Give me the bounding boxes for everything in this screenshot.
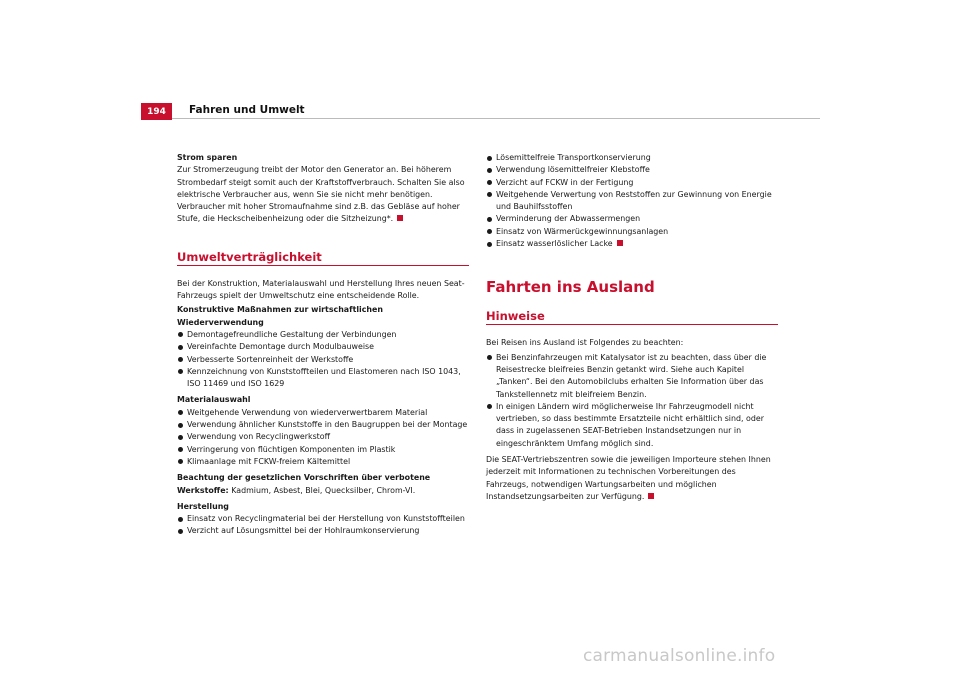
materialauswahl-heading: Materialauswahl <box>177 395 251 405</box>
list-item <box>486 238 778 250</box>
list-item: Kennzeichnung von Kunststoffteilen und Elastomeren nach ISO 1043, ISO 11469 und ISO 1629 <box>177 366 469 391</box>
left-column <box>177 152 469 538</box>
right-column <box>486 152 778 505</box>
page-number-badge: 194 <box>141 103 172 120</box>
watermark-link[interactable]: carmanualsonline.info <box>583 646 776 666</box>
konstruktiv-list <box>177 329 469 390</box>
chapter-title: Fahrten ins Ausland <box>486 278 655 297</box>
herstellung-list <box>177 513 469 538</box>
list-item: Einsatz von Wärmerückgewinnungsanlagen <box>486 226 778 238</box>
herstellung-heading: Herstellung <box>177 501 229 511</box>
vorschriften-text: Kadmium, Asbest, Blei, Quecksilber, Chrom-VI. <box>228 485 416 495</box>
list-item: Verwendung lösemittelfreier Klebstoffe <box>486 164 778 176</box>
list-item: Verminderung der Abwassermengen <box>486 213 778 225</box>
list-item: Verwendung von Recyclingwerkstoff <box>177 431 469 443</box>
list-item: Einsatz von Recyclingmaterial bei der Herstellung von Kunststoffteilen <box>177 513 469 525</box>
list-item: Demontagefreundliche Gestaltung der Verbindungen <box>177 329 469 341</box>
list-item: Verbesserte Sortenreinheit der Werkstoffe <box>177 354 469 366</box>
strom-sparen-heading: Strom sparen <box>177 153 238 162</box>
list-item-text: Einsatz wasserlöslicher Lacke <box>496 239 613 249</box>
closing-text: Die SEAT-Vertriebszentren sowie die jeweiligen Importeure stehen Ihnen jederzeit mit Informationen zu technischen Vorbereitungen des Fahrzeugs, notwendigen Wartungsarbeiten und möglichen Instandsetzungsarbeiten zur Verfügung. <box>486 455 771 501</box>
vorschriften-paragraph <box>177 472 469 497</box>
list-item: Verringerung von flüchtigen Komponenten im Plastik <box>177 444 469 456</box>
list-item: Weitgehende Verwertung von Reststoffen zur Gewinnung von Energie und Bauhilfsstoffen <box>486 189 778 214</box>
vorschriften-heading-line2: Werkstoffe: <box>177 485 229 495</box>
closing-paragraph <box>486 454 778 503</box>
hinweise-heading: Hinweise <box>486 309 778 325</box>
list-item: Vereinfachte Demontage durch Modulbauweise <box>177 341 469 353</box>
strom-sparen-text <box>177 164 469 225</box>
running-header-title: Fahren und Umwelt <box>189 104 305 116</box>
list-item: In einigen Ländern wird möglicherweise Ihr Fahrzeugmodell nicht vertrieben, so dass bestimmte Ersatzteile nicht erhältlich sind, oder dass in zugelassenen SEAT-Betrieben Instandsetzungen nur in eingeschränktem Umfang möglich sind. <box>486 401 778 450</box>
list-item: Verzicht auf FCKW in der Fertigung <box>486 177 778 189</box>
section-end-marker-icon <box>397 215 403 221</box>
vorschriften-heading-line1: Beachtung der gesetzlichen Vorschriften über verbotene <box>177 473 431 483</box>
herstellung-list-continued <box>486 152 778 250</box>
list-item: Lösemittelfreie Transportkonservierung <box>486 152 778 164</box>
material-list <box>177 407 469 468</box>
umwelt-intro: Bei der Konstruktion, Materialauswahl und Herstellung Ihres neuen Seat-Fahrzeugs spielt der Umweltschutz eine entscheidende Rolle. <box>177 278 465 301</box>
konstruktiv-heading: Konstruktive Maßnahmen zur wirtschaftlichen Wiederverwendung <box>177 305 384 327</box>
section-end-marker-icon <box>617 240 623 246</box>
list-item: Bei Benzinfahrzeugen mit Katalysator ist zu beachten, dass über die Reisestrecke bleifreies Benzin getankt wird. Siehe auch Kapitel „Tanken“. Bei den Automobilclubs erhalten Sie Information über das Tankstellennetz mit bleifreiem Benzin. <box>486 352 778 401</box>
list-item: Verzicht auf Lösungsmittel bei der Hohlraumkonservierung <box>177 525 469 537</box>
list-item: Klimaanlage mit FCKW-freiem Kältemittel <box>177 456 469 468</box>
list-item: Weitgehende Verwendung von wiederverwertbarem Material <box>177 407 469 419</box>
strom-sparen-body: Zur Stromerzeugung treibt der Motor den Generator an. Bei höherem Strombedarf steigt somit auch der Kraftstoffverbrauch. Schalten Sie also elektrische Verbraucher aus, wenn Sie sie nicht mehr benötigen. Verbraucher mit hoher Stromaufnahme sind z.B. das Gebläse auf hoher Stufe, die Heckscheibenheizung oder die Sitzheizung*. <box>177 165 465 224</box>
list-item: Verwendung ähnlicher Kunststoffe in den Baugruppen bei der Montage <box>177 419 469 431</box>
section-end-marker-icon <box>648 493 654 499</box>
hinweise-intro: Bei Reisen ins Ausland ist Folgendes zu beachten: <box>486 338 684 348</box>
header-divider <box>172 118 820 119</box>
umweltvertraeglichkeit-heading: Umweltverträglichkeit <box>177 250 469 266</box>
hinweise-list <box>486 352 778 450</box>
